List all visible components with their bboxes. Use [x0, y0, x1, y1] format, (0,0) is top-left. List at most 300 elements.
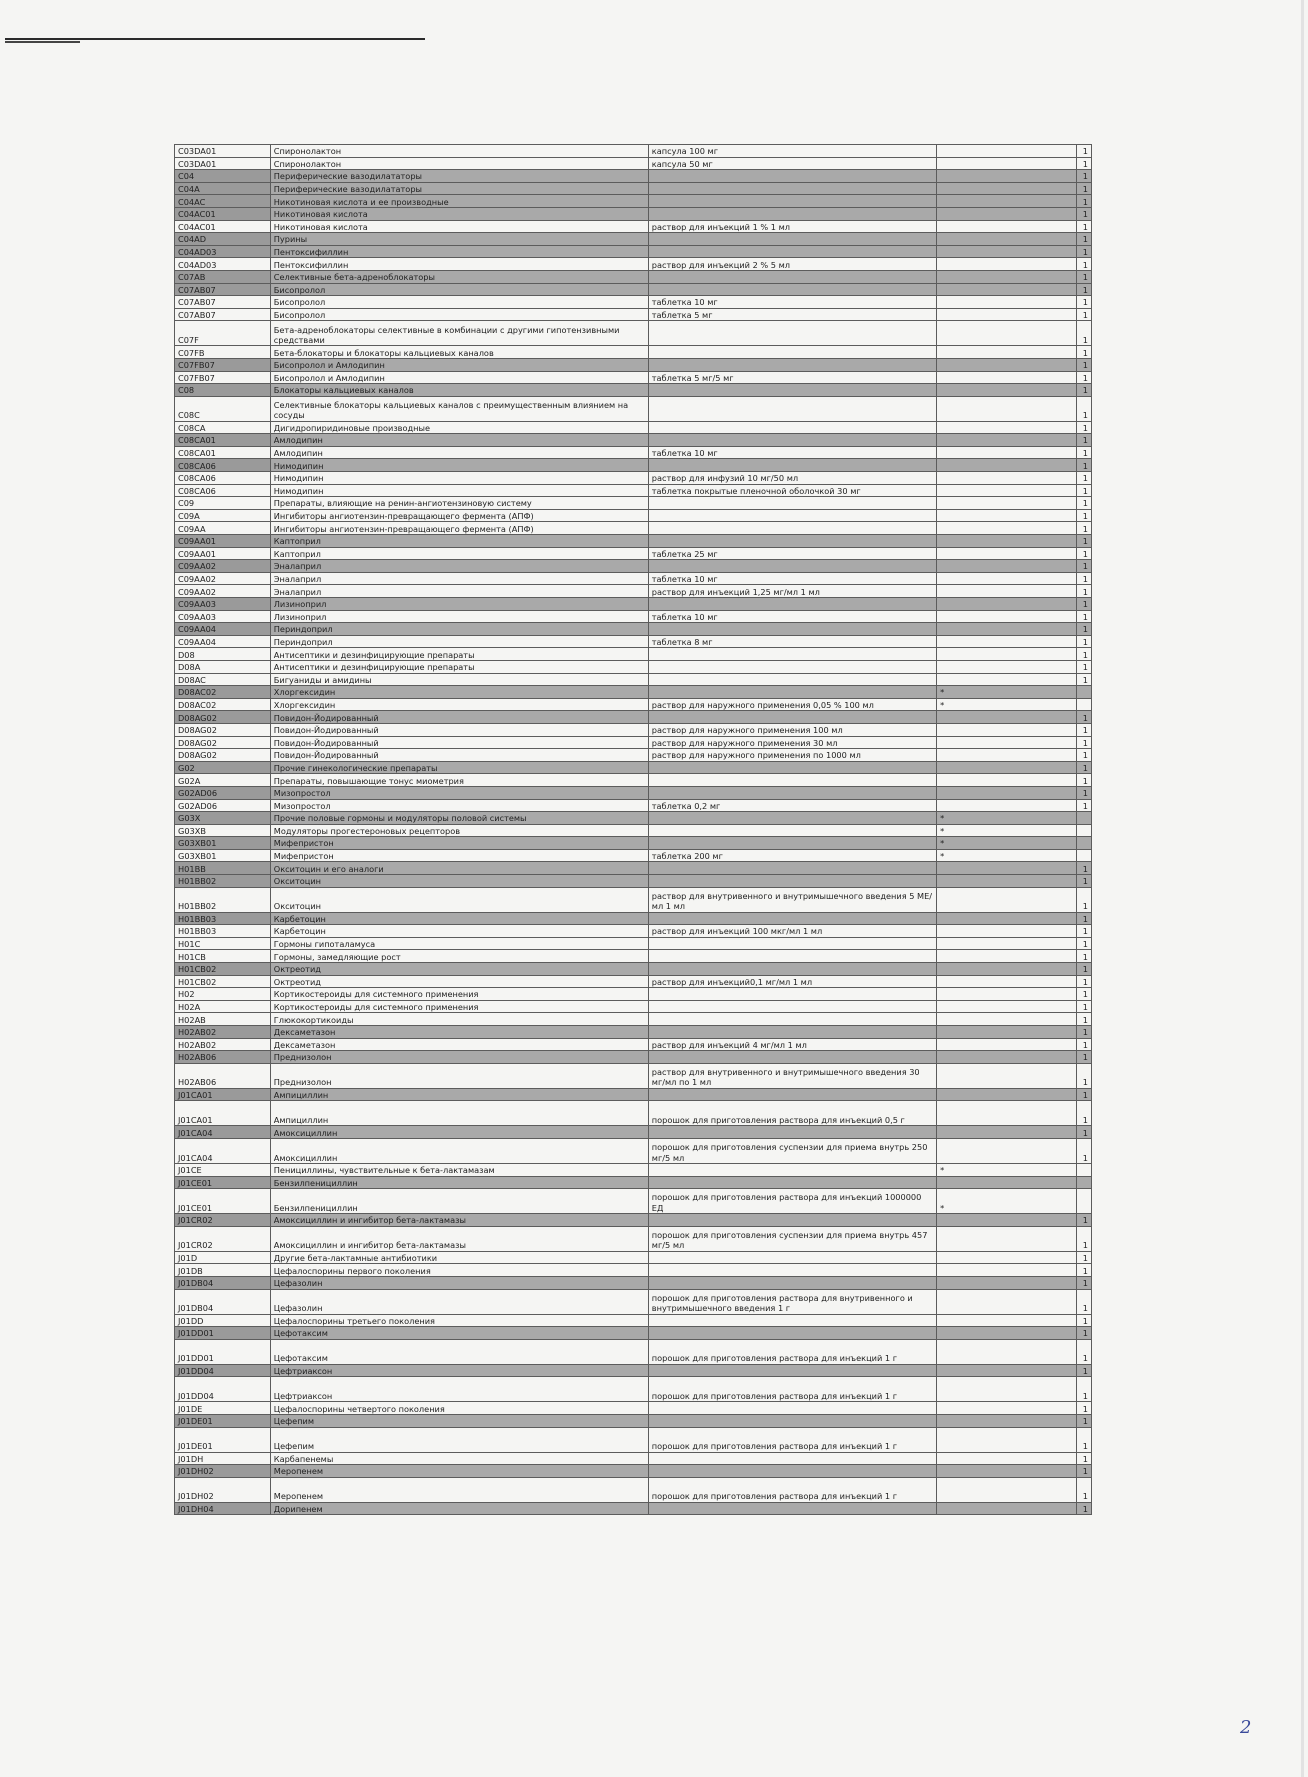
note-cell [937, 623, 1077, 636]
table-row [175, 1251, 1092, 1264]
note-cell [937, 988, 1077, 1001]
drug-name-cell: Периферические вазодилататоры [270, 170, 648, 183]
atc-code-cell: C07FB07 [175, 371, 271, 384]
drug-name-cell: Каптоприл [270, 535, 648, 548]
dosage-form-cell [648, 686, 936, 699]
note-cell [937, 472, 1077, 485]
dosage-form-cell [648, 786, 936, 799]
atc-code-cell: J01DH [175, 1452, 271, 1465]
dosage-form-cell: таблетка 5 мг [648, 308, 936, 321]
table-row [175, 1414, 1092, 1427]
note-cell [937, 1101, 1077, 1126]
dosage-form-cell [648, 1414, 936, 1427]
table-row [175, 673, 1092, 686]
drug-name-cell: Хлоргексидин [270, 698, 648, 711]
dosage-form-cell: порошок для приготовления суспензии для приема внутрь 457 мг/5 мл [648, 1226, 936, 1251]
table-row [175, 1000, 1092, 1013]
note-cell [937, 1477, 1077, 1502]
dosage-form-cell: таблетка 5 мг/5 мг [648, 371, 936, 384]
dosage-form-cell [648, 963, 936, 976]
table-row [175, 912, 1092, 925]
note-cell [937, 220, 1077, 233]
drug-name-cell: Ампициллин [270, 1101, 648, 1126]
quantity-cell: 1 [1076, 585, 1091, 598]
atc-code-cell: C04AC01 [175, 220, 271, 233]
note-cell [937, 610, 1077, 623]
dosage-form-cell: раствор для инъекций 100 мкг/мл 1 мл [648, 925, 936, 938]
atc-code-cell: C03DA01 [175, 145, 271, 158]
note-cell [937, 635, 1077, 648]
atc-code-cell: C04A [175, 182, 271, 195]
table-row [175, 975, 1092, 988]
drug-name-cell: Амлодипин [270, 446, 648, 459]
note-cell [937, 1314, 1077, 1327]
quantity-cell: 1 [1076, 736, 1091, 749]
table-row [175, 698, 1092, 711]
dosage-form-cell: таблетка покрытые пленочной оболочкой 30 мг [648, 484, 936, 497]
dosage-form-cell: раствор для инъекций 2 % 5 мл [648, 258, 936, 271]
dosage-form-cell [648, 1176, 936, 1189]
note-cell [937, 1000, 1077, 1013]
drug-name-cell: Селективные бета-адреноблокаторы [270, 270, 648, 283]
drug-name-cell: Селективные блокаторы кальциевых каналов с преимущественным влиянием на сосуды [270, 396, 648, 421]
table-row [175, 723, 1092, 736]
atc-code-cell: C08CA06 [175, 459, 271, 472]
dosage-form-cell [648, 170, 936, 183]
table-row [175, 258, 1092, 271]
drug-name-cell: Цефотаксим [270, 1327, 648, 1340]
drug-name-cell: Меропенем [270, 1465, 648, 1478]
table-row [175, 207, 1092, 220]
dosage-form-cell [648, 988, 936, 1001]
dosage-form-cell: таблетка 8 мг [648, 635, 936, 648]
drug-name-cell: Пенициллины, чувствительные к бета-лактамазам [270, 1163, 648, 1176]
dosage-form-cell [648, 1364, 936, 1377]
note-cell [937, 535, 1077, 548]
dosage-form-cell: таблетка 10 мг [648, 296, 936, 309]
table-row [175, 396, 1092, 421]
table-row [175, 849, 1092, 862]
note-cell [937, 660, 1077, 673]
drug-list-body [175, 145, 1092, 1515]
dosage-form-cell [648, 1452, 936, 1465]
quantity-cell: 1 [1076, 1000, 1091, 1013]
quantity-cell: 1 [1076, 1226, 1091, 1251]
table-row [175, 484, 1092, 497]
dosage-form-cell [648, 598, 936, 611]
dosage-form-cell [648, 182, 936, 195]
atc-code-cell: C04AD [175, 233, 271, 246]
note-cell [937, 774, 1077, 787]
dosage-form-cell [648, 195, 936, 208]
atc-code-cell: J01DD [175, 1314, 271, 1327]
dosage-form-cell [648, 1465, 936, 1478]
dosage-form-cell [648, 912, 936, 925]
note-cell [937, 1038, 1077, 1051]
dosage-form-cell: порошок для приготовления раствора для инъекций 0,5 г [648, 1101, 936, 1126]
note-cell [937, 1276, 1077, 1289]
note-cell [937, 736, 1077, 749]
dosage-form-cell [648, 321, 936, 346]
table-row [175, 1088, 1092, 1101]
drug-list-table [174, 144, 1092, 1515]
quantity-cell: 1 [1076, 887, 1091, 912]
drug-name-cell: Дексаметазон [270, 1026, 648, 1039]
dosage-form-cell [648, 673, 936, 686]
atc-code-cell: J01D [175, 1251, 271, 1264]
drug-name-cell: Мизопростол [270, 799, 648, 812]
quantity-cell [1076, 686, 1091, 699]
table-row [175, 786, 1092, 799]
note-cell [937, 459, 1077, 472]
note-cell [937, 862, 1077, 875]
table-row [175, 1038, 1092, 1051]
note-cell: * [937, 686, 1077, 699]
atc-code-cell: C09AA02 [175, 585, 271, 598]
drug-name-cell: Кортикостероиды для системного применения [270, 988, 648, 1001]
table-row [175, 736, 1092, 749]
note-cell [937, 975, 1077, 988]
drug-name-cell: Преднизолон [270, 1051, 648, 1064]
note-cell [937, 648, 1077, 661]
atc-code-cell: D08AG02 [175, 749, 271, 762]
dosage-form-cell [648, 1327, 936, 1340]
table-row [175, 1226, 1092, 1251]
dosage-form-cell: таблетка 10 мг [648, 572, 936, 585]
dosage-form-cell: раствор для инъекций 1 % 1 мл [648, 220, 936, 233]
note-cell: * [937, 849, 1077, 862]
atc-code-cell: G02A [175, 774, 271, 787]
dosage-form-cell [648, 1402, 936, 1415]
dosage-form-cell [648, 660, 936, 673]
drug-name-cell: Амлодипин [270, 434, 648, 447]
note-cell [937, 560, 1077, 573]
dosage-form-cell: раствор для инфузий 10 мг/50 мл [648, 472, 936, 485]
drug-name-cell: Амоксициллин и ингибитор бета-лактамазы [270, 1226, 648, 1251]
dosage-form-cell [648, 711, 936, 724]
quantity-cell: 1 [1076, 1502, 1091, 1515]
dosage-form-cell: таблетка 10 мг [648, 446, 936, 459]
table-row [175, 535, 1092, 548]
drug-name-cell: Повидон-Йодированный [270, 736, 648, 749]
table-row [175, 623, 1092, 636]
table-row [175, 1364, 1092, 1377]
note-cell [937, 1063, 1077, 1088]
scan-artifact-line [5, 41, 80, 43]
table-row [175, 610, 1092, 623]
table-row [175, 560, 1092, 573]
note-cell [937, 799, 1077, 812]
drug-name-cell: Хлоргексидин [270, 686, 648, 699]
dosage-form-cell: таблетка 10 мг [648, 610, 936, 623]
table-row [175, 988, 1092, 1001]
drug-name-cell: Преднизолон [270, 1063, 648, 1088]
table-row [175, 384, 1092, 397]
note-cell [937, 1364, 1077, 1377]
dosage-form-cell: порошок для приготовления раствора для инъекций 1000000 ЕД [648, 1189, 936, 1214]
atc-code-cell: G02AD06 [175, 786, 271, 799]
dosage-form-cell [648, 1264, 936, 1277]
dosage-form-cell [648, 837, 936, 850]
dosage-form-cell [648, 560, 936, 573]
table-row [175, 925, 1092, 938]
drug-name-cell: Цефазолин [270, 1276, 648, 1289]
atc-code-cell: H01BB [175, 862, 271, 875]
atc-code-cell: G03XB01 [175, 837, 271, 850]
drug-name-cell: Повидон-Йодированный [270, 711, 648, 724]
atc-code-cell: J01CA04 [175, 1138, 271, 1163]
quantity-cell: 1 [1076, 761, 1091, 774]
table-row [175, 1264, 1092, 1277]
dosage-form-cell [648, 1276, 936, 1289]
table-row [175, 145, 1092, 158]
dosage-form-cell: раствор для внутривенного и внутримышечного введения 30 мг/мл по 1 мл [648, 1063, 936, 1088]
quantity-cell: 1 [1076, 963, 1091, 976]
quantity-cell: 1 [1076, 308, 1091, 321]
note-cell [937, 749, 1077, 762]
dosage-form-cell [648, 434, 936, 447]
quantity-cell: 1 [1076, 1339, 1091, 1364]
table-row [175, 233, 1092, 246]
atc-code-cell: C07F [175, 321, 271, 346]
note-cell: * [937, 1189, 1077, 1214]
atc-code-cell: J01DB [175, 1264, 271, 1277]
note-cell [937, 1289, 1077, 1314]
atc-code-cell: C09AA03 [175, 610, 271, 623]
quantity-cell: 1 [1076, 862, 1091, 875]
dosage-form-cell [648, 875, 936, 888]
table-row [175, 875, 1092, 888]
atc-code-cell: D08AG02 [175, 711, 271, 724]
atc-code-cell: J01DH02 [175, 1477, 271, 1502]
note-cell [937, 1414, 1077, 1427]
atc-code-cell: C07AB [175, 270, 271, 283]
drug-name-cell: Прочие половые гормоны и модуляторы половой системы [270, 812, 648, 825]
quantity-cell: 1 [1076, 1214, 1091, 1227]
note-cell [937, 446, 1077, 459]
drug-name-cell: Периндоприл [270, 623, 648, 636]
dosage-form-cell: раствор для инъекций0,1 мг/мл 1 мл [648, 975, 936, 988]
quantity-cell [1076, 698, 1091, 711]
table-row [175, 346, 1092, 359]
atc-code-cell: H01CB [175, 950, 271, 963]
note-cell [937, 371, 1077, 384]
atc-code-cell: D08AC02 [175, 698, 271, 711]
note-cell [937, 182, 1077, 195]
quantity-cell: 1 [1076, 723, 1091, 736]
note-cell [937, 598, 1077, 611]
table-row [175, 157, 1092, 170]
note-cell [937, 308, 1077, 321]
note-cell [937, 1452, 1077, 1465]
table-row [175, 824, 1092, 837]
table-row [175, 1314, 1092, 1327]
drug-name-cell: Блокаторы кальциевых каналов [270, 384, 648, 397]
atc-code-cell: C07AB07 [175, 283, 271, 296]
table-row [175, 1176, 1092, 1189]
drug-name-cell: Пентоксифиллин [270, 258, 648, 271]
table-row [175, 1502, 1092, 1515]
quantity-cell: 1 [1076, 774, 1091, 787]
atc-code-cell: D08AC02 [175, 686, 271, 699]
dosage-form-cell [648, 1051, 936, 1064]
drug-name-cell: Каптоприл [270, 547, 648, 560]
table-row [175, 749, 1092, 762]
table-row [175, 598, 1092, 611]
note-cell [937, 321, 1077, 346]
atc-code-cell: J01DB04 [175, 1289, 271, 1314]
atc-code-cell: H02AB02 [175, 1026, 271, 1039]
atc-code-cell: J01DE01 [175, 1427, 271, 1452]
note-cell [937, 887, 1077, 912]
drug-name-cell: Октреотид [270, 963, 648, 976]
atc-code-cell: H02AB02 [175, 1038, 271, 1051]
quantity-cell: 1 [1076, 170, 1091, 183]
quantity-cell: 1 [1076, 1377, 1091, 1402]
atc-code-cell: D08AG02 [175, 736, 271, 749]
note-cell [937, 761, 1077, 774]
quantity-cell: 1 [1076, 799, 1091, 812]
table-row [175, 1327, 1092, 1340]
dosage-form-cell [648, 509, 936, 522]
note-cell [937, 1251, 1077, 1264]
table-row [175, 648, 1092, 661]
drug-name-cell: Бисопролол [270, 308, 648, 321]
drug-name-cell: Бензилпенициллин [270, 1189, 648, 1214]
quantity-cell: 1 [1076, 547, 1091, 560]
quantity-cell: 1 [1076, 975, 1091, 988]
atc-code-cell: J01CE [175, 1163, 271, 1176]
table-row [175, 371, 1092, 384]
dosage-form-cell [648, 648, 936, 661]
drug-name-cell: Дигидропиридиновые производные [270, 421, 648, 434]
quantity-cell: 1 [1076, 610, 1091, 623]
quantity-cell: 1 [1076, 245, 1091, 258]
atc-code-cell: C09AA04 [175, 623, 271, 636]
quantity-cell: 1 [1076, 195, 1091, 208]
drug-name-cell: Препараты, влияющие на ренин-ангиотензиновую систему [270, 497, 648, 510]
atc-code-cell: C07AB07 [175, 296, 271, 309]
table-row [175, 812, 1092, 825]
dosage-form-cell [648, 245, 936, 258]
dosage-form-cell: порошок для приготовления раствора для внутривенного и внутримышечного введения 1 г [648, 1289, 936, 1314]
table-row [175, 1013, 1092, 1026]
note-cell [937, 1126, 1077, 1139]
quantity-cell: 1 [1076, 660, 1091, 673]
table-row [175, 1163, 1092, 1176]
quantity-cell: 1 [1076, 673, 1091, 686]
note-cell [937, 572, 1077, 585]
note-cell [937, 245, 1077, 258]
quantity-cell: 1 [1076, 635, 1091, 648]
note-cell [937, 258, 1077, 271]
atc-code-cell: H02AB06 [175, 1051, 271, 1064]
table-row [175, 862, 1092, 875]
note-cell [937, 509, 1077, 522]
quantity-cell: 1 [1076, 1364, 1091, 1377]
quantity-cell: 1 [1076, 233, 1091, 246]
table-row [175, 170, 1092, 183]
drug-name-cell: Эналаприл [270, 572, 648, 585]
drug-name-cell: Карбетоцин [270, 925, 648, 938]
drug-name-cell: Глюкокортикоиды [270, 1013, 648, 1026]
atc-code-cell: C09AA02 [175, 560, 271, 573]
table-row [175, 1452, 1092, 1465]
drug-name-cell: Спиронолактон [270, 157, 648, 170]
atc-code-cell: C09AA04 [175, 635, 271, 648]
dosage-form-cell: порошок для приготовления раствора для инъекций 1 г [648, 1427, 936, 1452]
drug-name-cell: Окситоцин и его аналоги [270, 862, 648, 875]
quantity-cell: 1 [1076, 421, 1091, 434]
dosage-form-cell [648, 1088, 936, 1101]
quantity-cell: 1 [1076, 1126, 1091, 1139]
quantity-cell: 1 [1076, 1427, 1091, 1452]
quantity-cell [1076, 1189, 1091, 1214]
quantity-cell: 1 [1076, 1465, 1091, 1478]
atc-code-cell: H01BB03 [175, 912, 271, 925]
note-cell [937, 195, 1077, 208]
note-cell [937, 1051, 1077, 1064]
dosage-form-cell: порошок для приготовления суспензии для приема внутрь 250 мг/5 мл [648, 1138, 936, 1163]
drug-name-cell: Нимодипин [270, 459, 648, 472]
quantity-cell: 1 [1076, 988, 1091, 1001]
atc-code-cell: H01BB02 [175, 887, 271, 912]
drug-name-cell: Цефотаксим [270, 1339, 648, 1364]
table-row [175, 1289, 1092, 1314]
dosage-form-cell [648, 346, 936, 359]
note-cell [937, 170, 1077, 183]
drug-name-cell: Цефтриаксон [270, 1377, 648, 1402]
atc-code-cell: C09AA01 [175, 547, 271, 560]
drug-name-cell: Цефепим [270, 1427, 648, 1452]
note-cell [937, 233, 1077, 246]
table-row [175, 887, 1092, 912]
table-row [175, 711, 1092, 724]
drug-name-cell: Дексаметазон [270, 1038, 648, 1051]
atc-code-cell: H02 [175, 988, 271, 1001]
note-cell [937, 875, 1077, 888]
atc-code-cell: J01CA01 [175, 1088, 271, 1101]
dosage-form-cell [648, 535, 936, 548]
quantity-cell: 1 [1076, 648, 1091, 661]
table-row [175, 950, 1092, 963]
table-row [175, 434, 1092, 447]
note-cell [937, 522, 1077, 535]
atc-code-cell: J01DB04 [175, 1276, 271, 1289]
atc-code-cell: G03XB01 [175, 849, 271, 862]
dosage-form-cell: раствор для наружного применения по 1000 мл [648, 749, 936, 762]
table-row [175, 761, 1092, 774]
quantity-cell: 1 [1076, 497, 1091, 510]
atc-code-cell: J01CR02 [175, 1214, 271, 1227]
drug-name-cell: Пентоксифиллин [270, 245, 648, 258]
note-cell [937, 283, 1077, 296]
atc-code-cell: D08AC [175, 673, 271, 686]
atc-code-cell: J01DD01 [175, 1339, 271, 1364]
drug-name-cell: Бигуаниды и амидины [270, 673, 648, 686]
table-row [175, 245, 1092, 258]
table-row [175, 421, 1092, 434]
quantity-cell: 1 [1076, 1402, 1091, 1415]
note-cell [937, 157, 1077, 170]
drug-name-cell: Цефалоспорины четвертого поколения [270, 1402, 648, 1415]
drug-name-cell: Нимодипин [270, 484, 648, 497]
quantity-cell: 1 [1076, 321, 1091, 346]
note-cell [937, 1176, 1077, 1189]
dosage-form-cell: таблетка 25 мг [648, 547, 936, 560]
dosage-form-cell [648, 774, 936, 787]
drug-name-cell: Амоксициллин [270, 1126, 648, 1139]
